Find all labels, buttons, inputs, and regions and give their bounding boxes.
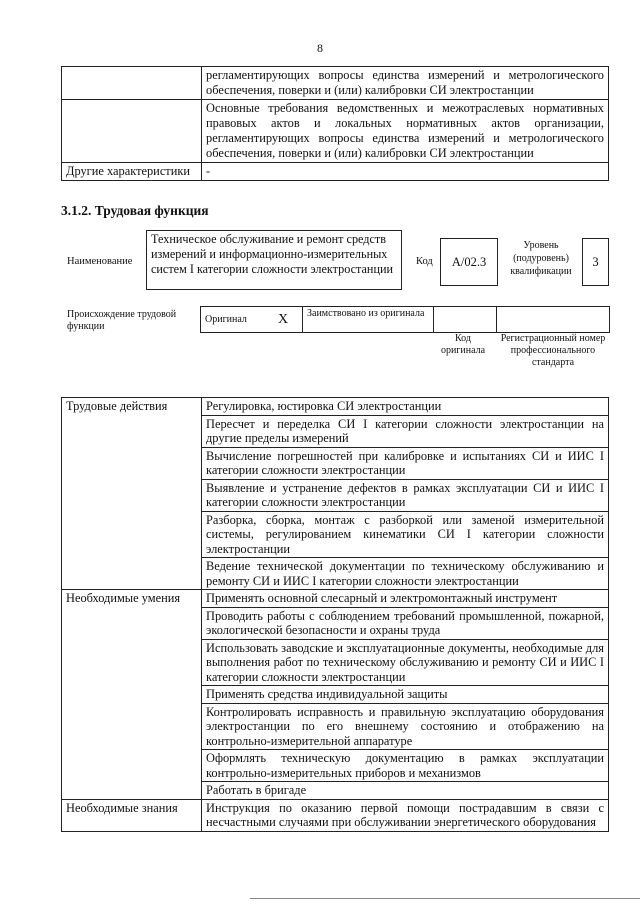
original-label: Оригинал (201, 307, 265, 333)
list-item: Выявление и устранение дефектов в рамках эксплуатации СИ и ИИС I категории сложности электростанции (202, 479, 609, 511)
list-item: Разборка, сборка, монтаж с разборкой или заменой измерительной системы, регулированием кинематики СИ I категории сложности электростанции (202, 511, 609, 558)
code-box: А/02.3 (440, 238, 498, 286)
section-title: 3.1.2. Трудовая функция (61, 203, 209, 218)
list-item: Проводить работы с соблюдением требований промышленной, пожарной, экологической безопасности и охраны труда (202, 607, 609, 639)
table-row (62, 398, 609, 416)
reg-number-cell (497, 307, 610, 333)
list-item: Ведение технической документации по техническому обслуживанию и ремонту СИ и ИИС I категории сложности электростанции (202, 558, 609, 590)
list-item: Применять основной слесарный и электромонтажный инструмент (202, 590, 609, 608)
list-item: Оформлять техническую документацию в рамках эксплуатации контрольно-измерительных приборов и механизмов (202, 750, 609, 782)
row-text: регламентирующих вопросы единства измерений и метрологического обеспечения, поверки и (или) калибровки СИ электростанции (202, 67, 609, 100)
group-label-actions: Трудовые действия (62, 398, 202, 590)
code-original-label: Код оригинала (440, 333, 486, 356)
level-label: Уровень (подуровень) квалификации (510, 240, 572, 277)
bottom-rule (250, 898, 640, 899)
code-label: Код (416, 256, 433, 267)
page-number: 8 (317, 41, 323, 55)
row-text: - (202, 163, 609, 181)
reg-number-label: Регистрационный номер профессионального стандарта (500, 333, 606, 368)
code-original-cell (434, 307, 497, 333)
borrowed-label: Заимствовано из оригинала (303, 307, 434, 333)
group-label-skills: Необходимые умения (62, 590, 202, 800)
group-label-knowledge: Необходимые знания (62, 799, 202, 831)
row-label-other: Другие характеристики (62, 163, 202, 181)
main-table (61, 397, 609, 832)
function-name-box: Техническое обслуживание и ремонт средств измерений и информационно-измерительных систем I категории сложности электростанции (146, 230, 402, 290)
table-row (62, 67, 609, 100)
list-item: Регулировка, юстировка СИ электростанции (202, 398, 609, 416)
name-label: Наименование (67, 256, 133, 267)
list-item: Контролировать исправность и правильную эксплуатацию оборудования электростанции по его внешнему состоянию и отображению на контрольно-измерительной аппаратуре (202, 703, 609, 750)
row-label (62, 100, 202, 163)
list-item: Инструкция по оказанию первой помощи пострадавшим в связи с несчастными случаями при обслуживании энергетического оборудования (202, 799, 609, 831)
row-label (62, 67, 202, 100)
top-table (61, 66, 609, 181)
table-row (62, 799, 609, 831)
origin-table (200, 306, 610, 333)
list-item: Использовать заводские и эксплуатационные документы, необходимые для выполнения работ по техническому обслуживанию и ремонту СИ и ИИС I категории сложности электростанции (202, 639, 609, 686)
table-row (62, 590, 609, 608)
table-row (62, 100, 609, 163)
list-item: Применять средства индивидуальной защиты (202, 686, 609, 704)
row-text: Основные требования ведомственных и межотраслевых нормативных правовых актов и локальных нормативных актов организации, регламентирующих вопросы единства измерений и метрологического обеспечения, поверки и (или) калибровки СИ электростанции (202, 100, 609, 163)
list-item: Вычисление погрешностей при калибровке и испытаниях СИ и ИИС I категории сложности электростанции (202, 447, 609, 479)
list-item: Пересчет и переделка СИ I категории сложности электростанции на другие пределы измерений (202, 415, 609, 447)
table-row (62, 163, 609, 181)
original-mark: X (264, 307, 303, 333)
list-item: Работать в бригаде (202, 782, 609, 800)
level-box: 3 (582, 238, 609, 286)
origin-label: Происхождение трудовой функции (67, 309, 177, 332)
